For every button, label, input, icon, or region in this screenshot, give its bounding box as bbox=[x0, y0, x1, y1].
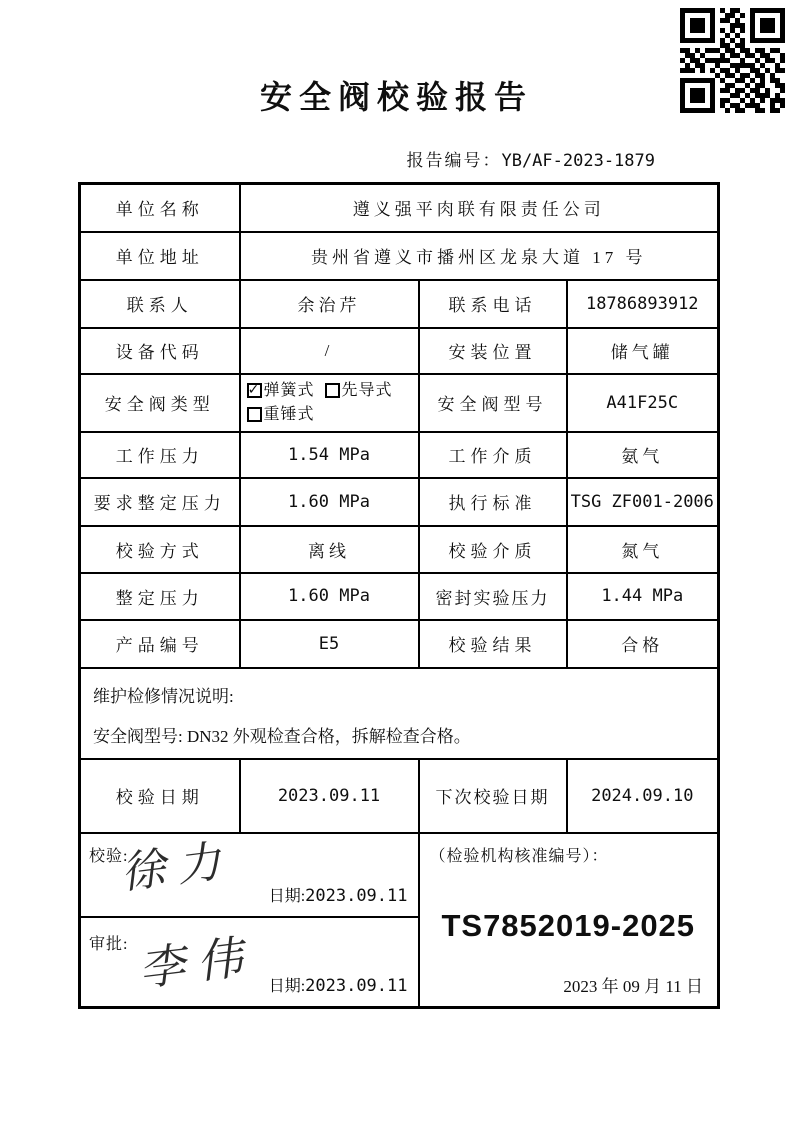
calibration-medium-label: 校验介质 bbox=[419, 526, 567, 573]
required-set-pressure-label: 要求整定压力 bbox=[80, 478, 240, 526]
verifier-date: 日期:2023.09.11 bbox=[268, 885, 408, 906]
checkbox-label: 先导式 bbox=[341, 381, 393, 399]
work-medium-label: 工作介质 bbox=[419, 432, 567, 478]
table-row bbox=[80, 232, 719, 280]
table-row bbox=[80, 573, 719, 620]
standard-value: TSG ZF001-2006 bbox=[567, 478, 719, 526]
product-no-value: E5 bbox=[240, 620, 419, 668]
unit-address-label: 单位地址 bbox=[80, 232, 240, 280]
approver-cell bbox=[80, 917, 419, 1008]
approver-signature: 李伟 bbox=[139, 928, 262, 996]
calibration-medium-value: 氮气 bbox=[567, 526, 719, 573]
approver-label: 审批: bbox=[89, 935, 129, 953]
next-date-label: 下次校验日期 bbox=[419, 759, 567, 833]
standard-label: 执行标准 bbox=[419, 478, 567, 526]
unit-address-value: 贵州省遵义市播州区龙泉大道 17 号 bbox=[240, 232, 719, 280]
calibration-date-value: 2023.09.11 bbox=[240, 759, 419, 833]
required-set-pressure-value: 1.60 MPa bbox=[240, 478, 419, 526]
report-table bbox=[78, 182, 720, 1009]
checkbox-label: 重锤式 bbox=[263, 405, 315, 423]
valve-type-label: 安全阀类型 bbox=[80, 374, 240, 432]
table-row bbox=[80, 526, 719, 573]
checkbox-checked-icon: ✓ bbox=[247, 382, 261, 398]
valve-model-value: A41F25C bbox=[567, 374, 719, 432]
verifier-cell bbox=[80, 833, 419, 917]
result-value: 合格 bbox=[567, 620, 719, 668]
table-row bbox=[80, 280, 719, 328]
product-no-label: 产品编号 bbox=[80, 620, 240, 668]
table-row bbox=[80, 759, 719, 833]
verifier-signature: 徐力 bbox=[121, 834, 240, 898]
table-row bbox=[80, 478, 719, 526]
org-code-cell bbox=[419, 833, 719, 1008]
unit-name-value: 遵义强平肉联有限责任公司 bbox=[240, 184, 719, 232]
calibration-method-value: 离线 bbox=[240, 526, 419, 573]
set-pressure-value: 1.60 MPa bbox=[240, 573, 419, 620]
work-pressure-value: 1.54 MPa bbox=[240, 432, 419, 478]
verifier-label: 校验: bbox=[89, 847, 129, 865]
result-label: 校验结果 bbox=[419, 620, 567, 668]
maintenance-note-cell bbox=[80, 668, 719, 759]
calibration-method-label: 校验方式 bbox=[80, 526, 240, 573]
checkbox-label: 弹簧式 bbox=[263, 381, 315, 399]
device-code-value: / bbox=[240, 328, 419, 374]
table-row bbox=[80, 620, 719, 668]
unit-name-label: 单位名称 bbox=[80, 184, 240, 232]
maintenance-note: 安全阀型号: DN32 外观检查合格，拆解检查合格。 bbox=[93, 726, 471, 746]
table-row bbox=[80, 668, 719, 759]
approver-date: 日期:2023.09.11 bbox=[268, 976, 408, 996]
next-date-value: 2024.09.10 bbox=[567, 759, 719, 833]
phone-label: 联系电话 bbox=[419, 280, 567, 328]
org-code-value: TS7852019-2025 bbox=[441, 907, 696, 943]
phone-value: 18786893912 bbox=[567, 280, 719, 328]
page-title: 安全阀校验报告 bbox=[259, 79, 533, 115]
device-code-label: 设备代码 bbox=[80, 328, 240, 374]
seal-test-pressure-label: 密封实验压力 bbox=[419, 573, 567, 620]
set-pressure-label: 整定压力 bbox=[80, 573, 240, 620]
calibration-date-label: 校验日期 bbox=[80, 759, 240, 833]
install-location-label: 安装位置 bbox=[419, 328, 567, 374]
checkbox-unchecked-icon bbox=[247, 407, 262, 422]
install-location-value: 储气罐 bbox=[567, 328, 719, 374]
valve-type-option-pilot bbox=[325, 379, 393, 403]
table-row bbox=[80, 374, 719, 432]
issue-date: 2023 年 09 月 11 日 bbox=[563, 977, 704, 996]
checkbox-unchecked-icon bbox=[325, 383, 340, 398]
valve-type-option-spring bbox=[247, 379, 315, 403]
report-number bbox=[0, 146, 655, 171]
valve-model-label: 安全阀型号 bbox=[419, 374, 567, 432]
seal-test-pressure-value: 1.44 MPa bbox=[567, 573, 719, 620]
maintenance-title: 维护检修情况说明: bbox=[93, 686, 234, 706]
contact-value: 余治芹 bbox=[240, 280, 419, 328]
valve-type-option-lever bbox=[247, 403, 315, 427]
work-pressure-label: 工作压力 bbox=[80, 432, 240, 478]
table-row bbox=[80, 328, 719, 374]
table-row bbox=[80, 184, 719, 232]
table-row bbox=[80, 833, 719, 917]
report-number-label: 报告编号： bbox=[406, 151, 502, 170]
contact-label: 联系人 bbox=[80, 280, 240, 328]
org-code-label: （检验机构核准编号）： bbox=[429, 847, 609, 865]
table-row bbox=[80, 432, 719, 478]
valve-type-options bbox=[240, 374, 419, 432]
work-medium-value: 氨气 bbox=[567, 432, 719, 478]
report-number-value: YB/AF-2023-1879 bbox=[501, 151, 655, 171]
